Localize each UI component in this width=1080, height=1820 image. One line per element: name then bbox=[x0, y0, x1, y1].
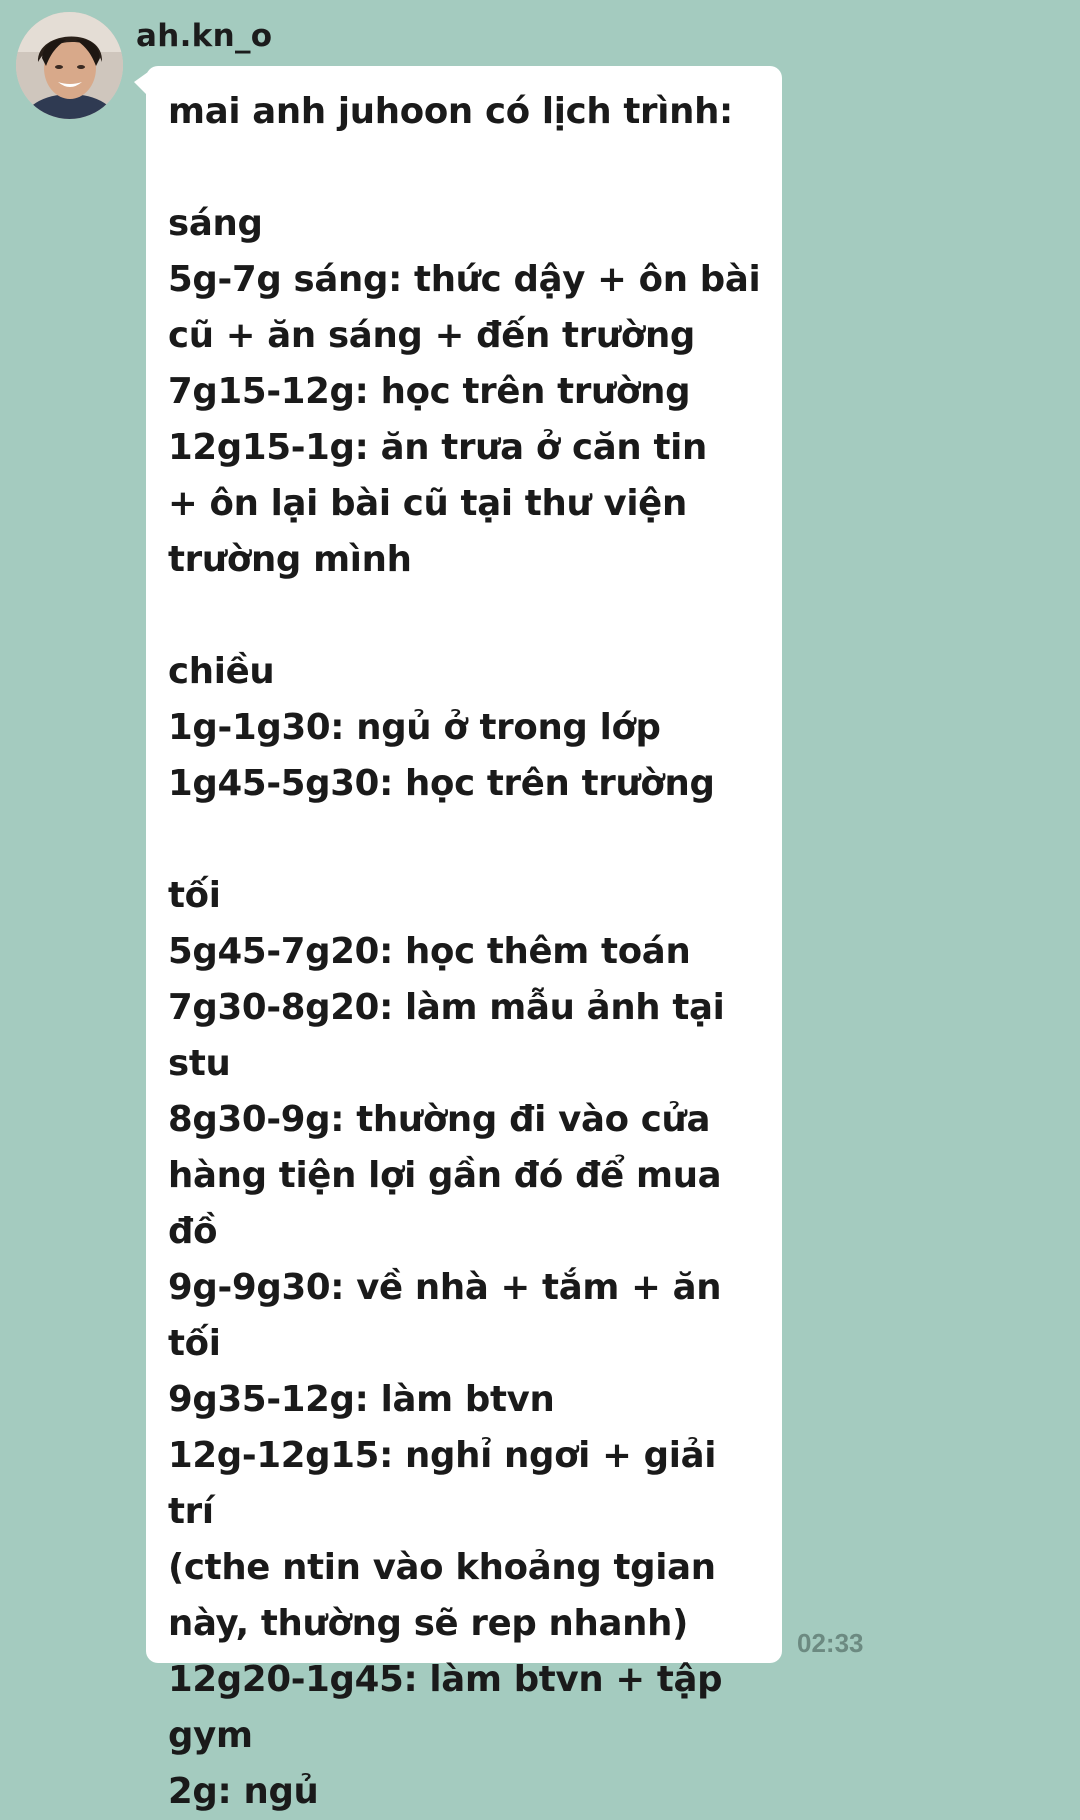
message-text: mai anh juhoon có lịch trình: sáng 5g-7g sáng: thức dậy + ôn bài cũ + ăn sáng + đến trường 7g15-12g: học trên trường 12g15-1g: ăn trưa ở căn tin + ôn lại bài cũ tại thư viện trường mình chiều 1g-1g30: ngủ ở trong lớp 1g45-5g30: học trên trường tối 5g45-7g20: học thêm toán 7g30-8g20: làm mẫu ảnh tại stu 8g30-9g: thường đi vào cửa hàng tiện lợi gần đó để mua đồ 9g-9g30: về nhà + tắm + ăn tối 9g35-12g: làm btvn 12g-12g15: nghỉ ngơi + giải trí (cthe ntin vào khoảng tgian này, thường sẽ rep nhanh) 12g20-1g45: làm btvn + tập gym 2g: ngủ bbox=[168, 91, 761, 1812]
sender-name[interactable]: ah.kn_o bbox=[136, 18, 273, 54]
bubble-tail bbox=[134, 72, 148, 96]
message-timestamp: 02:33 bbox=[797, 1628, 864, 1658]
sender-avatar[interactable] bbox=[16, 12, 123, 119]
avatar-photo bbox=[16, 12, 123, 119]
message-bubble[interactable] bbox=[146, 66, 782, 1812]
